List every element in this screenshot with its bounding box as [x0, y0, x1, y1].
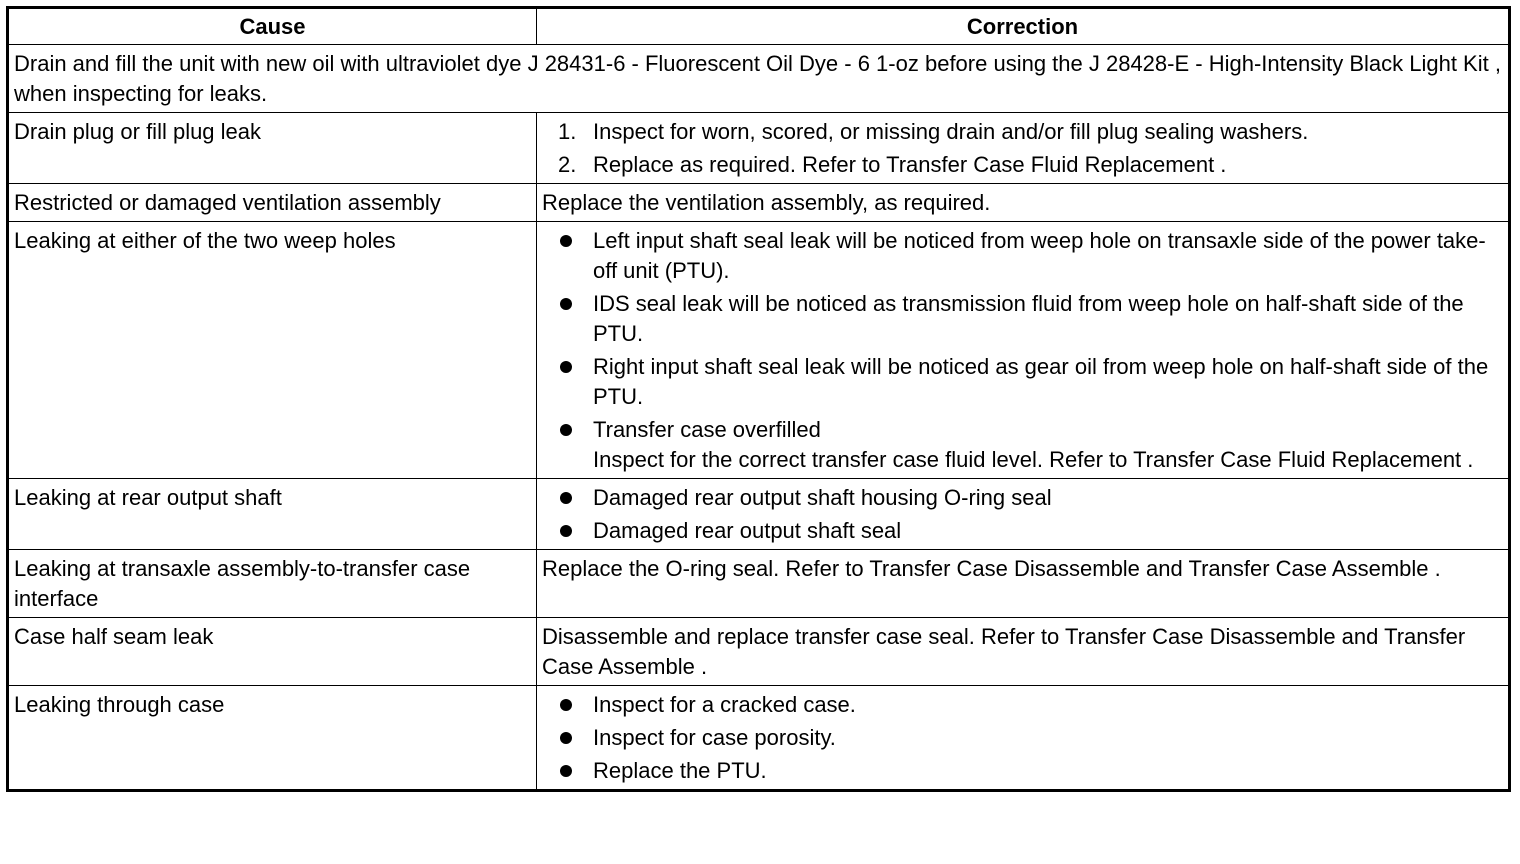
bullet-dot-icon: [560, 361, 572, 373]
bullet-dot-icon: [560, 699, 572, 711]
correction-cell: Replace the ventilation assembly, as required.: [537, 184, 1510, 222]
bullet-item: [542, 516, 1503, 546]
bullet-item: [542, 289, 1503, 349]
bullet-item: [542, 352, 1503, 412]
cause-cell: Leaking through case: [8, 686, 537, 791]
bullet-list: [542, 226, 1503, 475]
bullet-dot-icon: [560, 235, 572, 247]
bullet-text: Inspect for a cracked case.: [593, 692, 856, 717]
step-number: 1.: [558, 119, 577, 144]
cause-cell: Leaking at either of the two weep holes: [8, 222, 537, 479]
cause-cell: Restricted or damaged ventilation assembly: [8, 184, 537, 222]
correction-cell: [537, 686, 1510, 791]
step-text: Inspect for worn, scored, or missing drain and/or fill plug sealing washers.: [593, 119, 1309, 144]
step-text: Replace as required. Refer to Transfer Case Fluid Replacement .: [593, 152, 1227, 177]
bullet-item: [542, 415, 1503, 475]
table-row: [8, 222, 1510, 479]
bullet-item: [542, 756, 1503, 786]
correction-cell: [537, 113, 1510, 184]
table-row: [8, 113, 1510, 184]
bullet-text: Inspect for case porosity.: [593, 725, 836, 750]
bullet-subtext: Inspect for the correct transfer case fluid level. Refer to Transfer Case Fluid Replacement .: [593, 447, 1474, 472]
correction-cell: Disassemble and replace transfer case seal. Refer to Transfer Case Disassemble and Transfer Case Assemble .: [537, 618, 1510, 686]
cause-cell: Case half seam leak: [8, 618, 537, 686]
bullet-item: [542, 483, 1503, 513]
table-row: [8, 550, 1510, 618]
bullet-dot-icon: [560, 525, 572, 537]
bullet-dot-icon: [560, 765, 572, 777]
bullet-dot-icon: [560, 298, 572, 310]
table-row: [8, 479, 1510, 550]
cause-correction-table: [6, 6, 1511, 792]
step-list: [542, 117, 1503, 180]
step-item: [542, 150, 1503, 180]
bullet-text: Replace the PTU.: [593, 758, 767, 783]
bullet-dot-icon: [560, 492, 572, 504]
bullet-text: Damaged rear output shaft seal: [593, 518, 902, 543]
correction-cell: [537, 222, 1510, 479]
bullet-text: Left input shaft seal leak will be noticed from weep hole on transaxle side of the power take-off unit (PTU).: [593, 228, 1486, 283]
table-row: [8, 618, 1510, 686]
correction-cell: Replace the O-ring seal. Refer to Transfer Case Disassemble and Transfer Case Assemble .: [537, 550, 1510, 618]
table-row: [8, 686, 1510, 791]
bullet-item: [542, 690, 1503, 720]
bullet-text: Right input shaft seal leak will be noticed as gear oil from weep hole on half-shaft side of the PTU.: [593, 354, 1489, 409]
bullet-list: [542, 690, 1503, 786]
bullet-dot-icon: [560, 424, 572, 436]
bullet-dot-icon: [560, 732, 572, 744]
note-row: [8, 45, 1510, 113]
step-number: 2.: [558, 152, 577, 177]
correction-cell: [537, 479, 1510, 550]
bullet-text: Damaged rear output shaft housing O-ring seal: [593, 485, 1052, 510]
bullet-list: [542, 483, 1503, 546]
table-row: [8, 184, 1510, 222]
bullet-text: Transfer case overfilled: [593, 417, 821, 442]
cause-cell: Leaking at rear output shaft: [8, 479, 537, 550]
step-item: [542, 117, 1503, 147]
header-cause: Cause: [8, 8, 537, 45]
note-text: Drain and fill the unit with new oil with ultraviolet dye J 28431-6 - Fluorescent Oil Dye - 6 1-oz before using the J 28428-E - High-Intensity Black Light Kit , when inspecting for leaks.: [8, 45, 1510, 113]
bullet-item: [542, 226, 1503, 286]
bullet-item: [542, 723, 1503, 753]
header-row: [8, 8, 1510, 45]
bullet-text: IDS seal leak will be noticed as transmission fluid from weep hole on half-shaft side of the PTU.: [593, 291, 1464, 346]
header-correction: Correction: [537, 8, 1510, 45]
cause-cell: Drain plug or fill plug leak: [8, 113, 537, 184]
cause-cell: Leaking at transaxle assembly-to-transfer case interface: [8, 550, 537, 618]
